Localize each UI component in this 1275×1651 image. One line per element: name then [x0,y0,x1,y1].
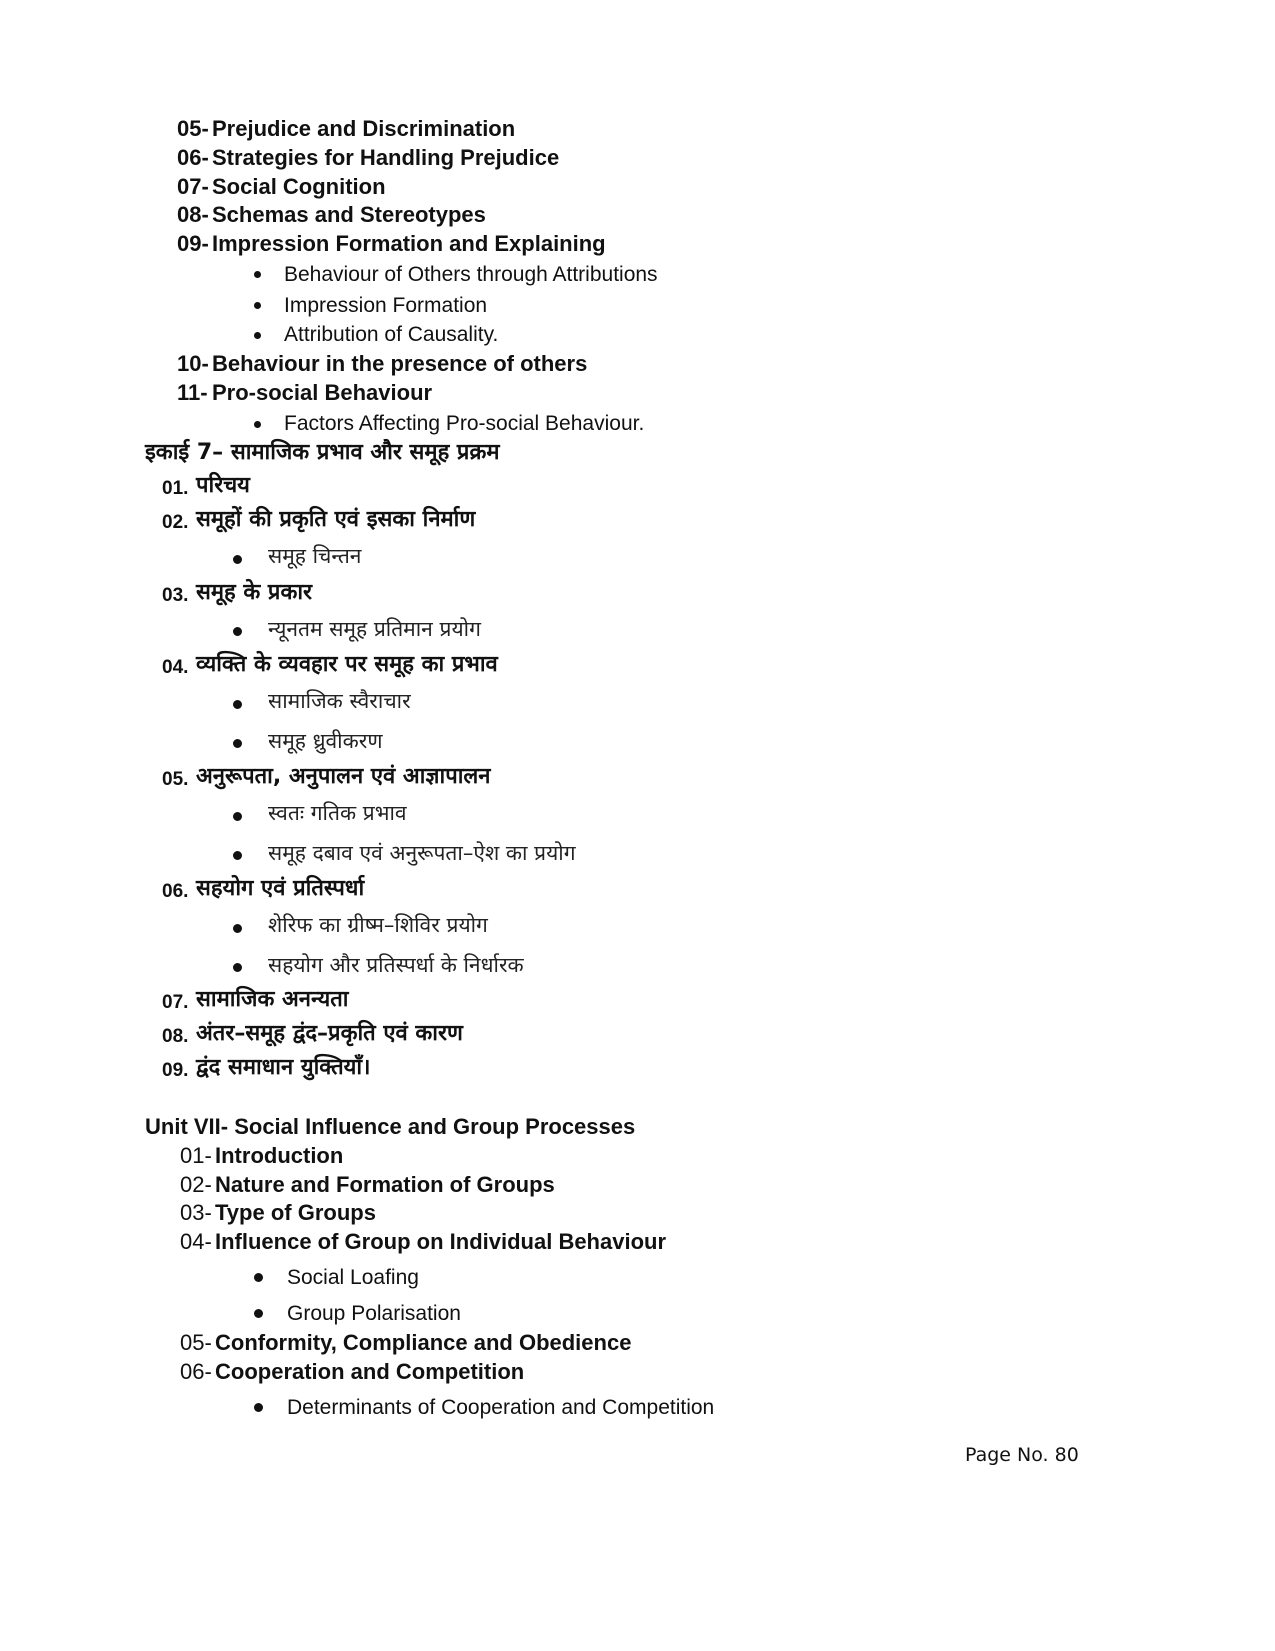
item-number: 05. [162,769,189,790]
item-number: 05- [177,116,209,141]
bullet-icon [254,1273,263,1282]
item-text: Prejudice and Discrimination [212,116,516,141]
item-number: 07- [177,174,209,199]
bullet-icon [233,739,242,748]
bullet-text: सामाजिक स्वैराचार [268,689,411,713]
item-text: सामाजिक अनन्यता [196,987,349,1012]
item-text: व्यक्ति के व्यवहार पर समूह का प्रभाव [196,652,498,677]
bullet-text: समूह चिन्तन [268,544,362,568]
item-text: Introduction [215,1143,344,1168]
item-text: सहयोग एवं प्रतिस्पर्धा [196,876,365,901]
item-text: Cooperation and Competition [215,1359,525,1384]
item-number: 01. [162,478,189,499]
item-number: 04- [180,1229,212,1254]
bullet-text: शेरिफ का ग्रीष्म–शिविर प्रयोग [268,913,488,937]
bullet-text: समूह ध्रुवीकरण [268,729,383,753]
item-number: 06- [180,1359,212,1384]
item-number: 03. [162,585,189,606]
item-text: Impression Formation and Explaining [212,231,606,256]
bullet-icon [233,812,242,821]
item-text: Schemas and Stereotypes [212,202,486,227]
bullet-icon [254,1403,263,1412]
bullet-text: न्यूनतम समूह प्रतिमान प्रयोग [268,617,481,641]
item-text: Type of Groups [215,1200,376,1225]
item-number: 01- [180,1143,212,1168]
bullet-icon [254,332,261,339]
item-text: समूह के प्रकार [196,580,313,605]
bullet-icon [254,1309,263,1318]
item-text: द्वंद समाधान युक्तियाँ। [196,1055,371,1080]
item-number: 02. [162,512,189,533]
item-text: अनुरूपता, अनुपालन एवं आज्ञापालन [196,764,491,789]
bullet-icon [254,421,261,428]
bullet-text: Behaviour of Others through Attributions [284,263,658,286]
item-number: 07. [162,992,189,1013]
bullet-icon [254,302,261,309]
page-number: Page No. 80 [965,1444,1079,1466]
bullet-text: स्वतः गतिक प्रभाव [268,801,407,825]
item-number: 08. [162,1026,189,1047]
item-text: Nature and Formation of Groups [215,1172,555,1197]
item-number: 06. [162,881,189,902]
bullet-text: Attribution of Causality. [284,323,499,346]
item-number: 10- [177,351,209,376]
bullet-text: Factors Affecting Pro-social Behaviour. [284,412,645,435]
item-number: 09. [162,1060,189,1081]
bullet-icon [233,924,242,933]
bullet-text: Impression Formation [284,294,488,317]
bullet-icon [233,851,242,860]
item-number: 08- [177,202,209,227]
bullet-text: Determinants of Cooperation and Competition [287,1396,715,1419]
item-text: Influence of Group on Individual Behaviour [215,1229,667,1254]
section-heading-hindi: इकाई 7– सामाजिक प्रभाव और समूह प्रक्रम [145,440,500,465]
item-text: समूहों की प्रकृति एवं इसका निर्माण [196,507,476,532]
bullet-text: सहयोग और प्रतिस्पर्धा के निर्धारक [268,953,524,977]
bullet-icon [233,963,242,972]
item-text: Strategies for Handling Prejudice [212,145,560,170]
item-number: 02- [180,1172,212,1197]
bullet-icon [233,627,242,636]
bullet-icon [233,700,242,709]
item-number: 03- [180,1200,212,1225]
item-text: परिचय [196,473,250,498]
item-number: 11- [177,380,208,405]
item-number: 06- [177,145,209,170]
item-number: 04. [162,657,189,678]
bullet-icon [233,555,242,564]
bullet-icon [254,271,261,278]
section-heading: Unit VII- Social Influence and Group Processes [145,1114,636,1139]
item-number: 09- [177,231,209,256]
item-text: अंतर–समूह द्वंद–प्रकृति एवं कारण [196,1021,463,1046]
bullet-text: Group Polarisation [287,1302,461,1325]
item-number: 05- [180,1330,212,1355]
item-text: Behaviour in the presence of others [212,351,588,376]
item-text: Social Cognition [212,174,386,199]
bullet-text: समूह दबाव एवं अनुरूपता–ऐश का प्रयोग [268,841,576,865]
item-text: Conformity, Compliance and Obedience [215,1330,632,1355]
item-text: Pro-social Behaviour [212,380,433,405]
bullet-text: Social Loafing [287,1266,419,1289]
